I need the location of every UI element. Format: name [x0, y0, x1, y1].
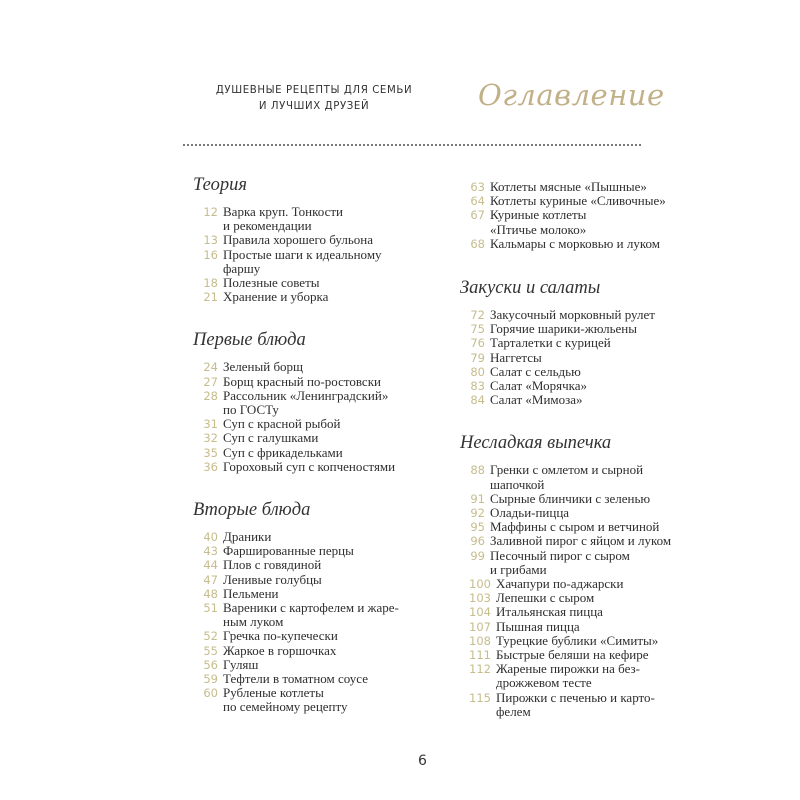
entry-title: Хранение и уборка — [223, 289, 329, 305]
entry-title: Пирожки с печенью и карто- фелем — [496, 689, 655, 719]
entry-title: Полезные советы — [223, 275, 320, 291]
page-ref: 104 — [469, 605, 491, 620]
page-ref: 12 — [203, 205, 218, 219]
toc-left-column — [190, 174, 399, 740]
page-ref: 107 — [469, 619, 491, 634]
entry-title: Итальянская пицца — [496, 604, 603, 620]
section-heading: Закуски и салаты — [460, 278, 601, 299]
subtitle-line-2: И ЛУЧШИХ ДРУЗЕЙ — [258, 101, 370, 112]
entry-title: Жареные пирожки на без- дрожжевом тесте — [496, 661, 640, 691]
page-ref: 63 — [470, 180, 485, 194]
toc-entry[interactable] — [457, 506, 671, 520]
entry-title: Рубленые котлеты по семейному рецепту — [223, 685, 348, 715]
page-ref: 112 — [469, 662, 491, 677]
page-ref: 47 — [203, 572, 218, 587]
toc-entry[interactable] — [190, 360, 399, 374]
entry-title: Маффины с сыром и ветчиной — [490, 519, 660, 535]
page-ref: 108 — [469, 633, 491, 648]
toc-section — [190, 329, 399, 474]
page-ref: 28 — [203, 388, 218, 403]
entry-title: Тарталетки с курицей — [490, 335, 611, 351]
toc-entry[interactable] — [190, 658, 399, 672]
toc-entry[interactable] — [457, 463, 671, 491]
toc-section — [457, 277, 671, 407]
toc-right-column — [457, 180, 671, 744]
entry-title: Простые шаги к идеальному фаршу — [223, 246, 382, 276]
toc-entry[interactable] — [190, 375, 399, 389]
toc-entry[interactable] — [190, 601, 399, 629]
toc-entry[interactable] — [457, 620, 671, 634]
page-ref: 88 — [470, 463, 485, 478]
page-ref: 103 — [469, 591, 491, 606]
toc-entry[interactable] — [190, 644, 399, 658]
entry-title: Турецкие бублики «Симиты» — [496, 632, 659, 648]
entry-title: Суп с красной рыбой — [223, 416, 341, 432]
entry-title: Котлеты куриные «Сливочные» — [490, 193, 666, 209]
entry-title: Песочный пирог с сыром и грибами — [490, 547, 630, 577]
entry-title: Салат с сельдью — [490, 363, 581, 379]
page-ref: 13 — [203, 233, 218, 248]
entry-title: Рассольник «Ленинградский» по ГОСТу — [223, 387, 389, 418]
entry-title: Плов с говядиной — [223, 557, 322, 573]
page-ref: 18 — [203, 276, 218, 291]
page-ref: 79 — [470, 350, 485, 365]
toc-entry[interactable] — [457, 194, 671, 208]
entry-title: Борщ красный по-ростовски — [223, 373, 381, 389]
page-ref: 84 — [470, 393, 485, 408]
page-ref: 92 — [470, 506, 485, 521]
toc-entry[interactable] — [457, 237, 671, 251]
toc-entry[interactable] — [457, 336, 671, 350]
page-ref: 51 — [203, 601, 218, 616]
entry-title: Салат «Морячка» — [490, 378, 588, 394]
page-ref: 27 — [203, 374, 218, 389]
page-ref: 115 — [469, 690, 491, 705]
entry-title: Салат «Мимоза» — [490, 392, 583, 408]
page-ref: 35 — [203, 445, 218, 460]
toc-entry[interactable] — [190, 276, 399, 290]
toc-entry[interactable] — [457, 648, 671, 662]
toc-entry[interactable] — [190, 686, 399, 714]
toc-entry[interactable] — [190, 573, 399, 587]
page-ref: 68 — [470, 236, 485, 251]
entry-title: Тефтели в томатном соусе — [223, 671, 369, 687]
toc-section — [190, 174, 399, 304]
page-title: Оглавление — [478, 78, 665, 112]
page-ref: 75 — [470, 322, 485, 337]
toc-entry[interactable] — [457, 180, 671, 194]
entry-title: Пышная пицца — [496, 618, 580, 634]
toc-entry[interactable] — [457, 492, 671, 506]
entry-title: Хачапури по-аджарски — [496, 576, 624, 592]
entry-title: Горячие шарики-жюльены — [490, 321, 637, 337]
entry-title: Драники — [223, 529, 272, 545]
entry-title: Правила хорошего бульона — [223, 232, 373, 248]
toc-section — [190, 499, 399, 715]
toc-entry[interactable] — [190, 587, 399, 601]
page-ref: 48 — [203, 586, 218, 601]
page-ref: 99 — [470, 548, 485, 563]
toc-entry[interactable] — [457, 634, 671, 648]
page-ref: 64 — [470, 194, 485, 209]
toc-entry[interactable] — [457, 379, 671, 393]
entry-title: Сырные блинчики с зеленью — [490, 490, 651, 506]
entry-title: Оладьи-пицца — [490, 505, 570, 521]
toc-entry[interactable] — [457, 591, 671, 605]
toc-entry[interactable] — [457, 549, 671, 577]
toc-entry[interactable] — [457, 662, 671, 690]
entry-title: Вареники с картофелем и жаре- ным луком — [223, 600, 399, 630]
toc-entry[interactable] — [190, 248, 399, 276]
entry-title: Суп с фрикадельками — [223, 444, 343, 460]
page-ref: 100 — [469, 577, 491, 592]
toc-entry[interactable] — [190, 205, 399, 233]
page-ref: 91 — [470, 491, 485, 506]
entry-title: Куриные котлеты «Птичье молоко» — [490, 207, 587, 237]
entry-title: Заливной пирог с яйцом и луком — [490, 533, 672, 549]
page-ref: 16 — [203, 247, 218, 262]
toc-entry[interactable] — [190, 446, 399, 460]
subtitle-line-1: ДУШЕВНЫЕ РЕЦЕПТЫ ДЛЯ СЕМЬИ — [215, 85, 413, 96]
toc-entry[interactable] — [190, 629, 399, 643]
toc-entry[interactable] — [190, 417, 399, 431]
page-ref: 55 — [203, 643, 218, 658]
entry-title: Кальмары с морковью и луком — [490, 235, 660, 251]
toc-entry[interactable] — [190, 544, 399, 558]
toc-entry[interactable] — [457, 605, 671, 619]
toc-entry[interactable] — [190, 431, 399, 445]
entry-title: Гороховый суп с копченостями — [223, 458, 396, 474]
toc-entry[interactable] — [457, 520, 671, 534]
book-subtitle — [200, 83, 428, 115]
toc-section — [457, 432, 671, 719]
toc-entry[interactable] — [457, 351, 671, 365]
toc-entry[interactable] — [457, 365, 671, 379]
entry-title: Наггетсы — [490, 349, 542, 365]
page-ref: 43 — [203, 544, 218, 559]
page-ref: 21 — [203, 290, 218, 305]
toc-entry[interactable] — [457, 208, 671, 236]
toc-entry[interactable] — [457, 534, 671, 548]
page-ref: 56 — [203, 657, 218, 672]
toc-entry[interactable] — [190, 460, 399, 474]
toc-entry[interactable] — [190, 290, 399, 304]
toc-entry[interactable] — [457, 308, 671, 322]
entry-title: Суп с галушками — [223, 430, 319, 446]
page-ref: 95 — [470, 520, 485, 535]
page-ref: 52 — [203, 629, 218, 644]
page-ref: 60 — [203, 686, 218, 701]
section-heading: Несладкая выпечка — [460, 433, 612, 454]
page-ref: 32 — [203, 431, 218, 446]
entry-title: Котлеты мясные «Пышные» — [490, 179, 647, 194]
toc-entry[interactable] — [457, 577, 671, 591]
section-heading: Первые блюда — [193, 330, 306, 351]
entry-title: Зеленый борщ — [223, 359, 304, 375]
entry-title: Закусочный морковный рулет — [490, 307, 655, 323]
entry-title: Лепешки с сыром — [496, 590, 595, 606]
page-ref: 44 — [203, 558, 218, 573]
page-ref: 24 — [203, 360, 218, 375]
entry-title: Гречка по-купечески — [223, 628, 338, 644]
section-heading: Теория — [193, 175, 247, 195]
page-ref: 80 — [470, 364, 485, 379]
page-ref: 83 — [470, 379, 485, 394]
page-number: 6 — [418, 753, 427, 769]
entry-title: Пельмени — [223, 585, 279, 601]
page-ref: 96 — [470, 534, 485, 549]
page-ref: 76 — [470, 336, 485, 351]
section-heading: Вторые блюда — [193, 500, 311, 521]
entry-title: Гренки с омлетом и сырной шапочкой — [490, 462, 644, 492]
entry-title: Варка круп. Тонкости и рекомендации — [223, 204, 343, 234]
page-ref: 36 — [203, 459, 218, 474]
page-ref: 40 — [203, 530, 218, 545]
entry-title: Фаршированные перцы — [223, 543, 354, 559]
toc-section-continued — [457, 180, 671, 251]
page-ref: 59 — [203, 672, 218, 687]
toc-entry[interactable] — [190, 672, 399, 686]
page-ref: 72 — [470, 308, 485, 323]
page-ref: 31 — [203, 417, 218, 432]
entry-title: Гуляш — [223, 656, 259, 672]
page-ref: 111 — [469, 648, 491, 663]
entry-title: Ленивые голубцы — [223, 571, 322, 587]
toc-entry[interactable] — [457, 322, 671, 336]
toc-entry[interactable] — [190, 233, 399, 247]
entry-title: Жаркое в горшочках — [223, 642, 337, 658]
toc-entry[interactable] — [190, 558, 399, 572]
page-ref: 67 — [470, 208, 485, 223]
toc-entry[interactable] — [457, 691, 671, 719]
toc-entry[interactable] — [190, 389, 399, 417]
toc-entry[interactable] — [457, 393, 671, 407]
dotted-divider — [183, 144, 641, 146]
toc-entry[interactable] — [190, 530, 399, 544]
entry-title: Быстрые беляши на кефире — [496, 647, 649, 663]
